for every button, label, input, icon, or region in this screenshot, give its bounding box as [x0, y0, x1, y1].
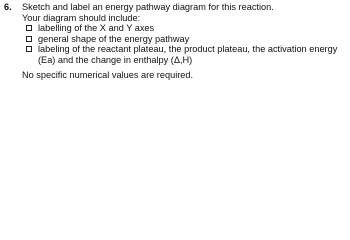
- question-content: [22, 2, 348, 81]
- question-intro: Your diagram should include:: [22, 12, 141, 23]
- checklist-item[interactable]: [26, 23, 348, 34]
- question-prompt: Sketch and label an energy pathway diagram for this reaction.: [22, 2, 274, 12]
- checklist-item[interactable]: [26, 34, 348, 45]
- requirements-checklist: [22, 23, 348, 65]
- checklist-item-label: labeling of the reactant plateau, the product plateau, the activation energy (Ea) and the change in enthalpy (Δ,H): [38, 44, 338, 65]
- question-note: No specific numerical values are required.: [22, 70, 194, 80]
- checkbox-icon[interactable]: [26, 25, 32, 31]
- question-row: [4, 2, 348, 81]
- checklist-item[interactable]: [26, 44, 348, 65]
- checkbox-icon[interactable]: [26, 36, 32, 42]
- question-number: 6.: [4, 2, 12, 12]
- question-block: [4, 2, 348, 81]
- checkbox-icon[interactable]: [26, 46, 32, 52]
- checklist-item-label: general shape of the energy pathway: [38, 33, 190, 44]
- checklist-item-label: labelling of the X and Y axes: [38, 23, 155, 33]
